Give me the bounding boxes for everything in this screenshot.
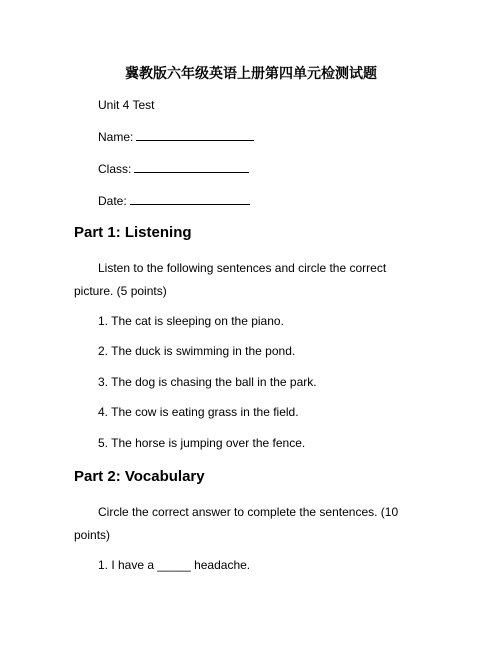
class-label: Class: xyxy=(98,162,132,176)
class-field xyxy=(98,160,249,177)
name-field xyxy=(98,128,254,145)
document-title: 冀教版六年级英语上册第四单元检测试题 xyxy=(125,65,377,81)
part1-item: 1. The cat is sleeping on the piano. xyxy=(98,314,284,328)
part1-item: 3. The dog is chasing the ball in the park. xyxy=(98,375,317,389)
part2-heading: Part 2: Vocabulary xyxy=(74,468,205,485)
class-blank-line xyxy=(134,160,249,173)
part1-item: 2. The duck is swimming in the pond. xyxy=(98,344,296,358)
unit-label: Unit 4 Test xyxy=(98,98,155,112)
date-label: Date: xyxy=(98,194,127,208)
date-field xyxy=(98,192,250,209)
date-blank-line xyxy=(130,192,250,205)
name-blank-line xyxy=(136,128,254,141)
name-label: Name: xyxy=(98,130,134,144)
part2-item: 1. I have a _____ headache. xyxy=(98,558,251,572)
part2-instruction: Circle the correct answer to complete the sentences. (10 points) xyxy=(74,505,399,542)
part1-instruction: Listen to the following sentences and circle the correct picture. (5 points) xyxy=(74,261,387,298)
part1-item: 4. The cow is eating grass in the field. xyxy=(98,405,299,419)
part1-heading: Part 1: Listening xyxy=(74,224,192,241)
part1-item: 5. The horse is jumping over the fence. xyxy=(98,436,306,450)
